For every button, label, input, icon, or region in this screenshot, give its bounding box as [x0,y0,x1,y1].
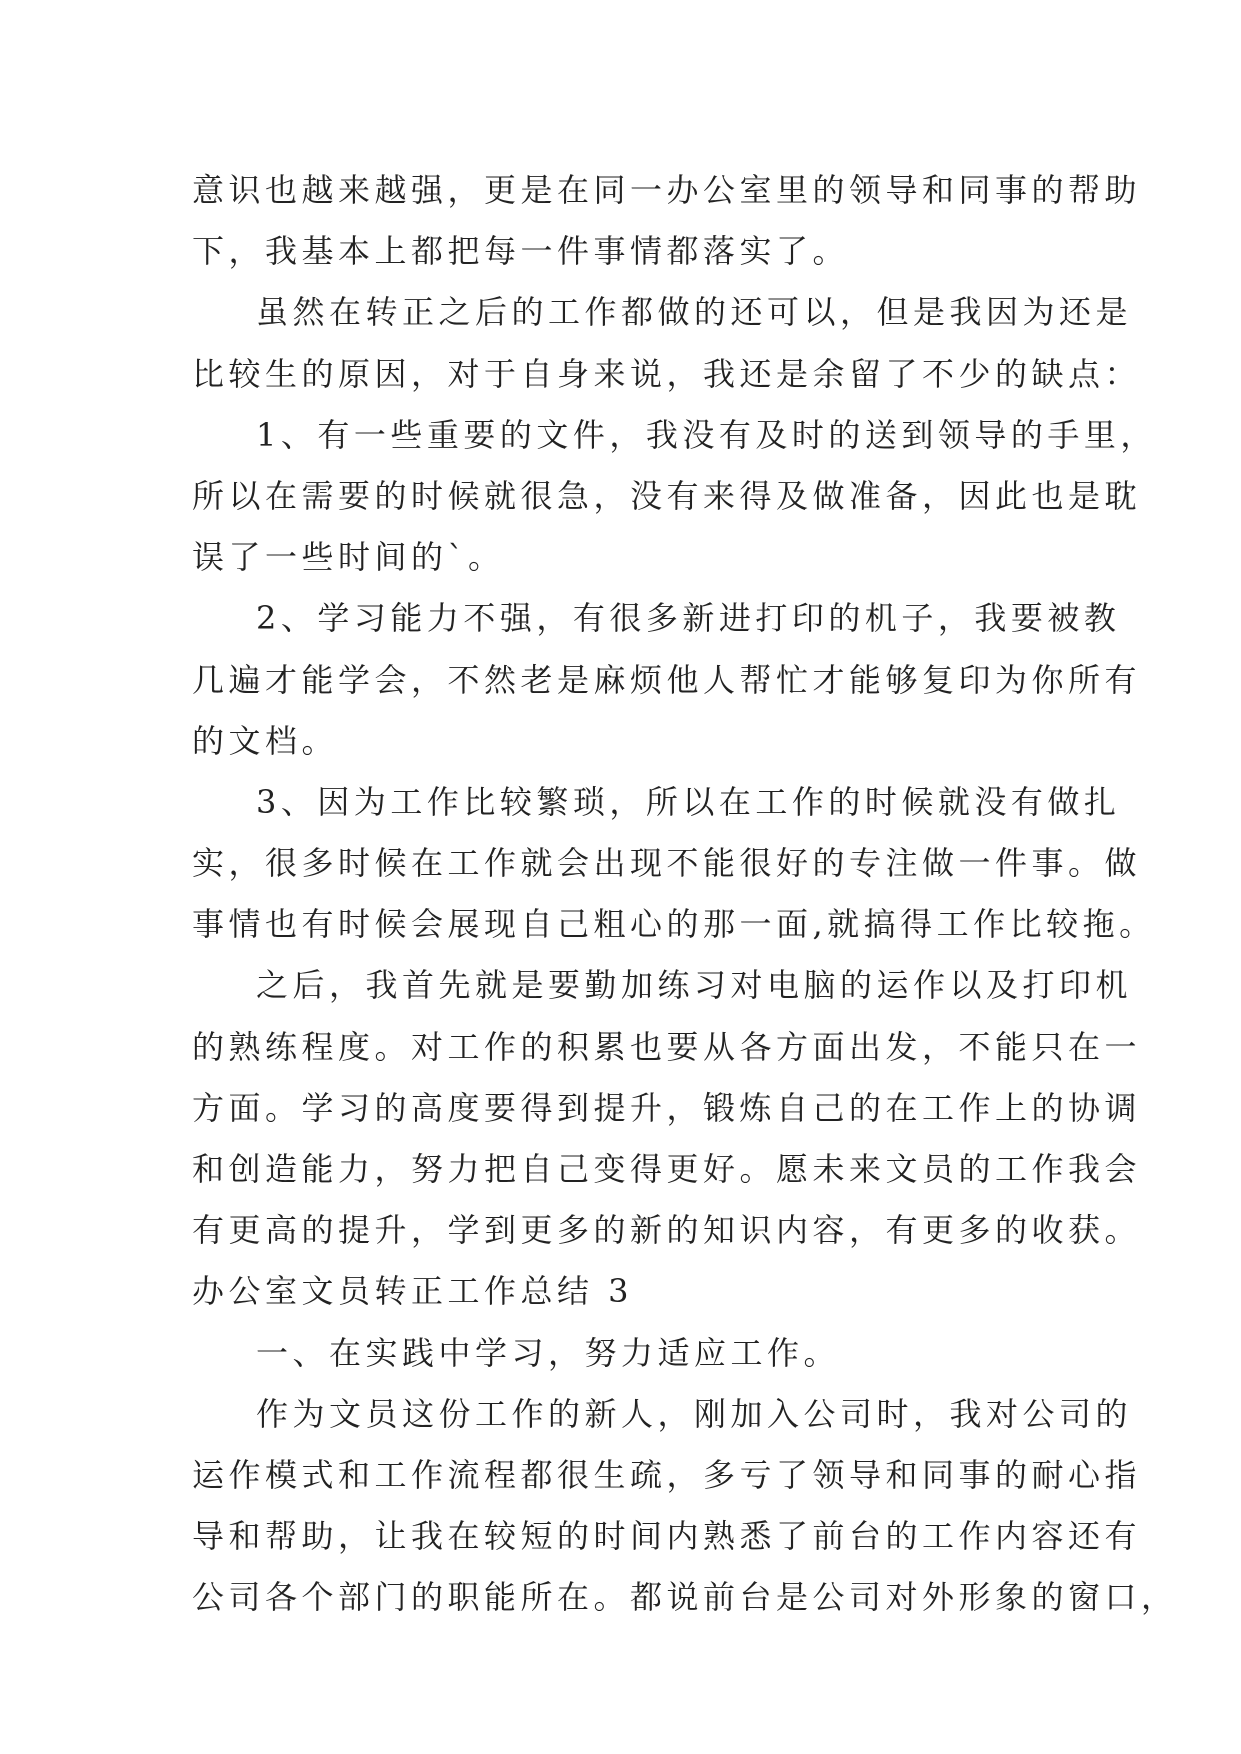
text-line: 和创造能力，努力把自己变得更好。愿未来文员的工作我会 [192,1150,1142,1188]
text-line: 之后，我首先就是要勤加练习对电脑的运作以及打印机 [256,966,1133,1005]
document-body [192,160,1178,1629]
text-line: 运作模式和工作流程都很生疏，多亏了领导和同事的耐心指 [192,1455,1142,1494]
text-line: 事情也有时候会展现自己粗心的那一面,就搞得工作比较拖。 [192,905,1156,944]
text-line: 虽然在转正之后的工作都做的还可以，但是我因为还是 [256,293,1133,332]
text-line: 公司各个部门的职能所在。都说前台是公司对外形象的窗口， [192,1578,1178,1617]
text-line: 导和帮助，让我在较短的时间内熟悉了前台的工作内容还有 [192,1517,1142,1556]
text-line: 几遍才能学会，不然老是麻烦他人帮忙才能够复印为你所有 [192,660,1142,699]
text-line: 3、因为工作比较繁琐，所以在工作的时候就没有做扎 [256,782,1121,821]
text-line: 意识也越来越强，更是在同一办公室里的领导和同事的帮助 [192,171,1142,209]
text-line: 2、学习能力不强，有很多新进打印的机子，我要被教 [256,599,1121,638]
section-heading: 办公室文员转正工作总结 3 [192,1272,634,1311]
text-line: 1、有一些重要的文件，我没有及时的送到领导的手里， [256,415,1157,454]
text-line: 实，很多时候在工作就会出现不能很好的专注做一件事。做 [192,844,1142,883]
text-line: 方面。学习的高度要得到提升，锻炼自己的在工作上的协调 [192,1088,1142,1127]
text-line: 比较生的原因，对于自身来说，我还是余留了不少的缺点： [192,354,1142,393]
text-line: 的文档。 [192,721,339,760]
text-line: 作为文员这份工作的新人，刚加入公司时，我对公司的 [256,1394,1133,1433]
subsection-heading: 一、在实践中学习，努力适应工作。 [256,1333,841,1372]
text-line: 的熟练程度。对工作的积累也要从各方面出发，不能只在一 [192,1027,1142,1066]
text-line: 所以在需要的时候就很急，没有来得及做准备，因此也是耽 [192,476,1142,515]
text-line: 下，我基本上都把每一件事情都落实了。 [192,232,850,271]
text-line: 有更高的提升，学到更多的新的知识内容，有更多的收获。 [192,1211,1142,1250]
text-line: 误了一些时间的`。 [192,538,505,577]
